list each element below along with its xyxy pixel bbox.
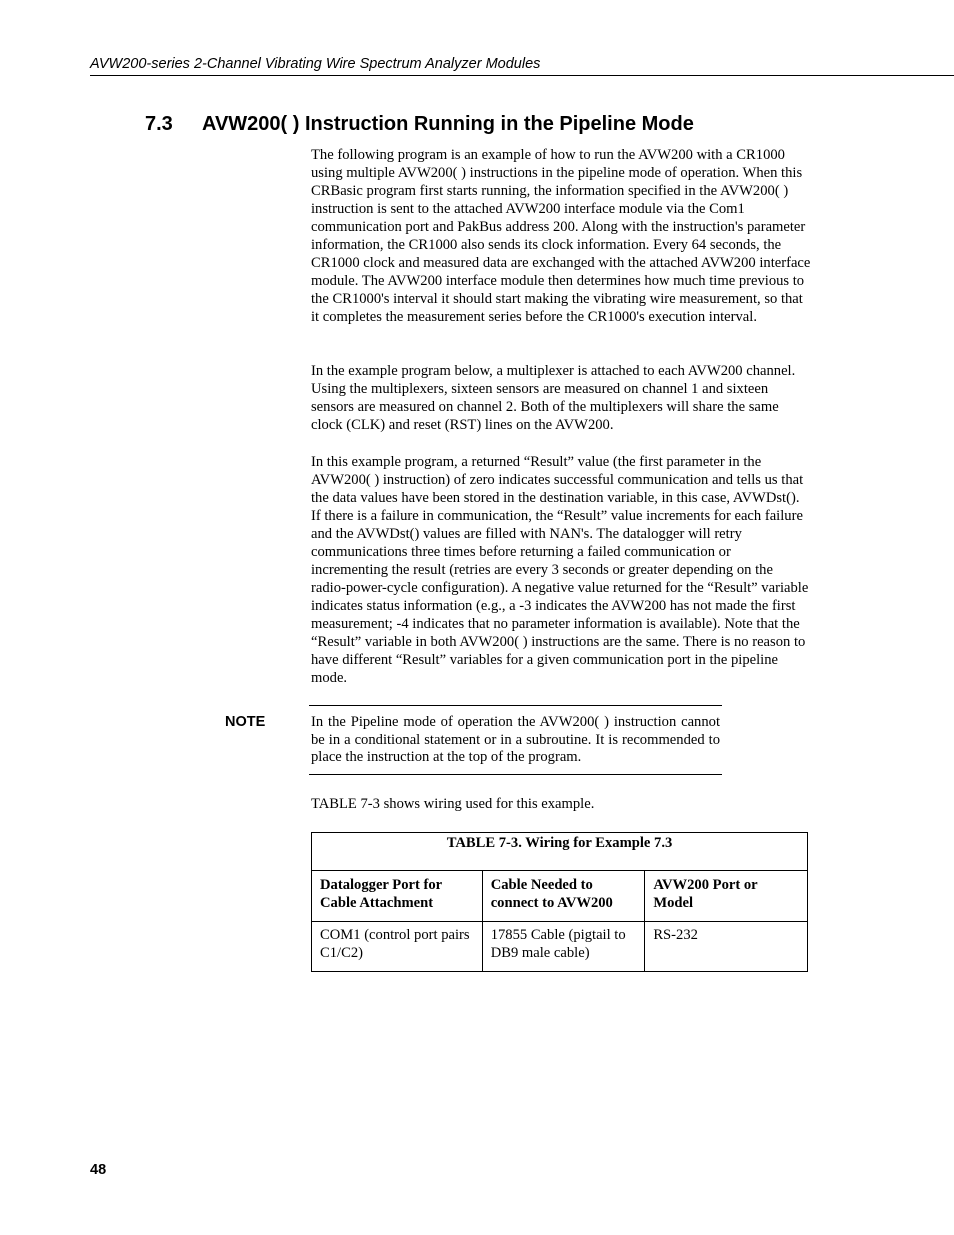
table-caption: TABLE 7-3. Wiring for Example 7.3 <box>312 833 808 871</box>
section-number: 7.3 <box>145 113 173 135</box>
header-datalogger-port: Datalogger Port for Cable Attachment <box>312 871 483 922</box>
table-caption-row <box>312 833 808 871</box>
paragraph-pipeline-intro: The following program is an example of how to run the AVW200 with a CR1000 using multiple AVW200( ) instructions in the pipeline mode of operation. When this CRBasic program first starts running, the information specified in the AVW200( ) instruction is sent to the attached AVW200 interface module via the Com1 communication port and PakBus address 200. Along with the instruction's parameter information, the CR1000 also sends its clock information. Every 64 seconds, the CR1000 clock and measured data are exchanged with the attached AVW200 interface module. The AVW200 interface module then determines how much time previous to the CR1000's interval it should start making the vibrating wire measurement, so that it completes the measurement series before the CR1000's execution interval. <box>311 147 811 325</box>
wiring-table <box>311 832 808 972</box>
section-title-text: AVW200( ) Instruction Running in the Pipeline Mode <box>202 113 694 135</box>
paragraph-multiplexer: In the example program below, a multiplexer is attached to each AVW200 channel. Using the multiplexers, sixteen sensors are measured on channel 1 and sixteen sensors are measured on channel 2. Both of the multiplexers will share the same clock (CLK) and reset (RST) lines on the AVW200. <box>311 363 796 433</box>
cell-cable-needed: 17855 Cable (pigtail to DB9 male cable) <box>482 922 645 972</box>
paragraph-result-value: In this example program, a returned “Result” value (the first parameter in the AVW200( ) instruction) of zero indicates successful communication and tells us that the data values have been stored in the destination variable, in this case, AVWDst(). If there is a failure in communication, the “Result” value increments for each failure and the AVWDst() values are filled with NAN's. The datalogger will retry communications three times before returning a failed communication or incrementing the result (retries are every 3 seconds or greater depending on the radio-power-cycle configuration). A negative value returned for the “Result” variable indicates status information (e.g., a -3 indicates the AVW200 has not made the first measurement; -4 indicates that no parameter information is available). Note that the “Result” variable in both AVW200( ) instructions are the same. There is no reason to have different “Result” variables for a given communication port in the pipeline mode. <box>311 454 809 686</box>
header-avw200-port: AVW200 Port or Model <box>645 871 808 922</box>
note-label: NOTE <box>225 714 266 730</box>
section-title <box>145 113 694 136</box>
table-intro: TABLE 7-3 shows wiring used for this example. <box>311 796 595 812</box>
note-text: In the Pipeline mode of operation the AVW200( ) instruction cannot be in a conditional statement or in a subroutine. It is recommended to place the instruction at the top of the program. <box>311 714 720 765</box>
cell-datalogger-port: COM1 (control port pairs C1/C2) <box>312 922 483 972</box>
table-row <box>312 922 808 972</box>
page-number: 48 <box>90 1162 107 1178</box>
running-header: AVW200-series 2-Channel Vibrating Wire Spectrum Analyzer Modules <box>90 56 954 76</box>
cell-avw200-port: RS-232 <box>645 922 808 972</box>
table-header-row <box>312 871 808 922</box>
header-cable-needed: Cable Needed to connect to AVW200 <box>482 871 645 922</box>
